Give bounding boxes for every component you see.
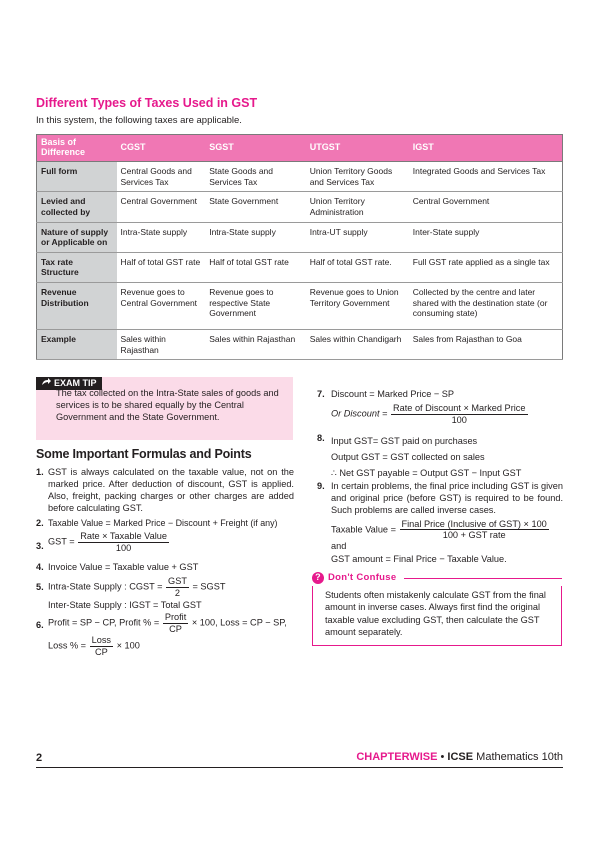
table-cell: State Goods and Services Tax — [205, 162, 306, 192]
divider — [404, 578, 562, 579]
formula-line1: Input GST= GST paid on purchases — [331, 436, 478, 446]
dont-confuse-title: Don't Confuse — [328, 572, 397, 584]
table-cell: Union Territory Administration — [306, 192, 409, 222]
numerator: Rate × Taxable Value — [80, 531, 167, 541]
header-basis: Basis of Difference — [37, 135, 117, 162]
formula-line2: Inter-State Supply : IGST = Total GST — [48, 600, 202, 611]
denominator: 100 — [115, 542, 132, 553]
table-cell: Revenue goes to Union Territory Government — [306, 283, 409, 330]
arrow-icon — [41, 378, 51, 389]
formula-part: × 100 — [116, 640, 140, 651]
header-cgst: CGST — [117, 135, 206, 162]
table-cell: Full GST rate applied as a single tax — [409, 252, 563, 282]
row-basis: Tax rate Structure — [37, 252, 117, 282]
denominator: CP — [94, 646, 108, 657]
table-cell: Central Government — [409, 192, 563, 222]
brand-chapterwise: CHAPTERWISE — [356, 751, 438, 763]
exam-tip-title: EXAM TIP — [54, 378, 97, 388]
formula-number: 5. — [36, 582, 44, 592]
numerator: Profit — [164, 612, 187, 622]
table-cell: State Government — [205, 192, 306, 222]
formula-lhs: Taxable Value = — [331, 524, 396, 535]
formula-text: Taxable Value = Marked Price − Discount + Freight (if any) — [48, 518, 278, 528]
formula-number: 9. — [317, 481, 325, 491]
formula-text: In certain problems, the final price including GST is given and original price (before GST) is required to be found. Such problems are called inverse cases. — [331, 481, 563, 515]
table-row — [37, 252, 563, 282]
formula-1 — [36, 467, 294, 515]
header-igst: IGST — [409, 135, 563, 162]
table-cell: Revenue goes to Central Government — [117, 283, 206, 330]
header-sgst: SGST — [205, 135, 306, 162]
fraction — [391, 403, 528, 425]
page-number: 2 — [36, 752, 43, 764]
formula-text: Invoice Value = Taxable value + GST — [48, 562, 199, 572]
formula-text: GST is always calculated on the taxable value, not on the marked price. After deduction of discount, GST is applied. Also, freight, packing charges or other charges are added before calculating GST. — [48, 467, 294, 513]
table-cell: Integrated Goods and Services Tax — [409, 162, 563, 192]
dont-confuse-text: Students often mistakenly calculate GST from the final amount in inverse cases. Always first find the original taxable value excluding GST, then calculate the GST amount separately. — [312, 586, 562, 646]
numerator: Rate of Discount × Marked Price — [392, 402, 526, 413]
formula-number: 1. — [36, 467, 44, 477]
table-cell: Central Government — [117, 192, 206, 222]
brand-subject: Mathematics 10th — [476, 751, 563, 763]
table-cell: Half of total GST rate. — [306, 252, 409, 282]
formula-lhs: Intra-State Supply : CGST = — [48, 581, 163, 592]
table-cell: Sales within Rajasthan — [117, 330, 206, 360]
formula-number: 6. — [36, 620, 44, 630]
formula-6 — [36, 612, 298, 657]
exam-tip-box — [36, 377, 293, 440]
gst-types-table — [36, 134, 563, 360]
table-cell: Revenue goes to respective State Government — [205, 283, 306, 330]
formula-tail: and — [331, 541, 347, 552]
numerator: GST — [168, 576, 187, 586]
table-row — [37, 192, 563, 222]
formula-part: × 100, Loss = CP − SP, — [191, 617, 287, 628]
formula-number: 8. — [317, 433, 325, 443]
formulas-title: Some Important Formulas and Points — [36, 447, 252, 461]
table-cell: Union Territory Goods and Services Tax — [306, 162, 409, 192]
exam-tip-text: The tax collected on the Intra-State sales of goods and services is to be shared equally by the Central Government and the State Government. — [56, 388, 279, 422]
formula-8 — [317, 433, 563, 481]
formula-line2: Output GST = GST collected on sales — [331, 452, 485, 463]
table-row — [37, 222, 563, 252]
table-row — [37, 162, 563, 192]
denominator: CP — [169, 623, 182, 634]
formula-number: 2. — [36, 518, 44, 528]
table-row — [37, 330, 563, 360]
formula-part: Loss % = — [48, 640, 87, 651]
section-title: Different Types of Taxes Used in GST — [36, 96, 258, 110]
row-basis: Nature of supply or Applicable on — [37, 222, 117, 252]
table-cell: Half of total GST rate — [205, 252, 306, 282]
row-basis: Revenue Distribution — [37, 283, 117, 330]
formula-line1: Discount = Marked Price − SP — [331, 389, 455, 399]
formula-rhs: = SGST — [192, 581, 226, 592]
formula-9 — [317, 481, 563, 566]
table-cell: Inter-State supply — [409, 222, 563, 252]
fraction — [90, 635, 113, 657]
formula-5 — [36, 576, 296, 612]
row-basis: Example — [37, 330, 117, 360]
bullet: • — [440, 751, 445, 763]
formula-line-last: GST amount = Final Price − Taxable Value. — [331, 553, 507, 564]
formula-number: 3. — [36, 541, 44, 551]
formula-line3: ∴ Net GST payable = Output GST − Input GST — [331, 468, 522, 479]
formula-lhs: Or Discount = — [331, 408, 388, 419]
row-basis: Levied and collected by — [37, 192, 117, 222]
footer-brand — [356, 751, 563, 765]
fraction — [166, 576, 189, 598]
table-cell: Intra-UT supply — [306, 222, 409, 252]
dont-confuse-box — [312, 572, 562, 644]
footer-divider — [36, 767, 563, 768]
section-intro: In this system, the following taxes are applicable. — [36, 115, 242, 126]
formula-4 — [36, 562, 296, 574]
table-cell: Sales from Rajasthan to Goa — [409, 330, 563, 360]
table-row — [37, 283, 563, 330]
table-cell: Half of total GST rate — [117, 252, 206, 282]
row-basis: Full form — [37, 162, 117, 192]
formula-lhs: GST = — [48, 536, 75, 547]
table-cell: Sales within Rajasthan — [205, 330, 306, 360]
table-cell: Central Goods and Services Tax — [117, 162, 206, 192]
formula-part: Profit = SP − CP, Profit % = — [48, 617, 160, 628]
formula-3 — [36, 531, 296, 553]
fraction — [78, 531, 169, 553]
brand-board: ICSE — [447, 751, 474, 763]
fraction — [163, 612, 188, 634]
formula-number: 7. — [317, 389, 325, 399]
formula-7 — [317, 389, 563, 425]
table-cell: Sales within Chandigarh — [306, 330, 409, 360]
fraction — [400, 519, 549, 541]
question-icon: ? — [312, 572, 324, 584]
formula-number: 4. — [36, 562, 44, 572]
formula-2 — [36, 518, 296, 530]
numerator: Loss — [91, 635, 112, 646]
numerator: Final Price (Inclusive of GST) × 100 — [401, 518, 547, 529]
table-header-row — [37, 135, 563, 162]
table-cell: Intra-State supply — [117, 222, 206, 252]
header-utgst: UTGST — [306, 135, 409, 162]
table-cell: Collected by the centre and later shared with the destination state (or consuming state) — [409, 283, 563, 330]
denominator: 100 + GST rate — [442, 530, 506, 541]
denominator: 100 — [451, 414, 467, 425]
denominator: 2 — [174, 587, 181, 598]
table-cell: Intra-State supply — [205, 222, 306, 252]
